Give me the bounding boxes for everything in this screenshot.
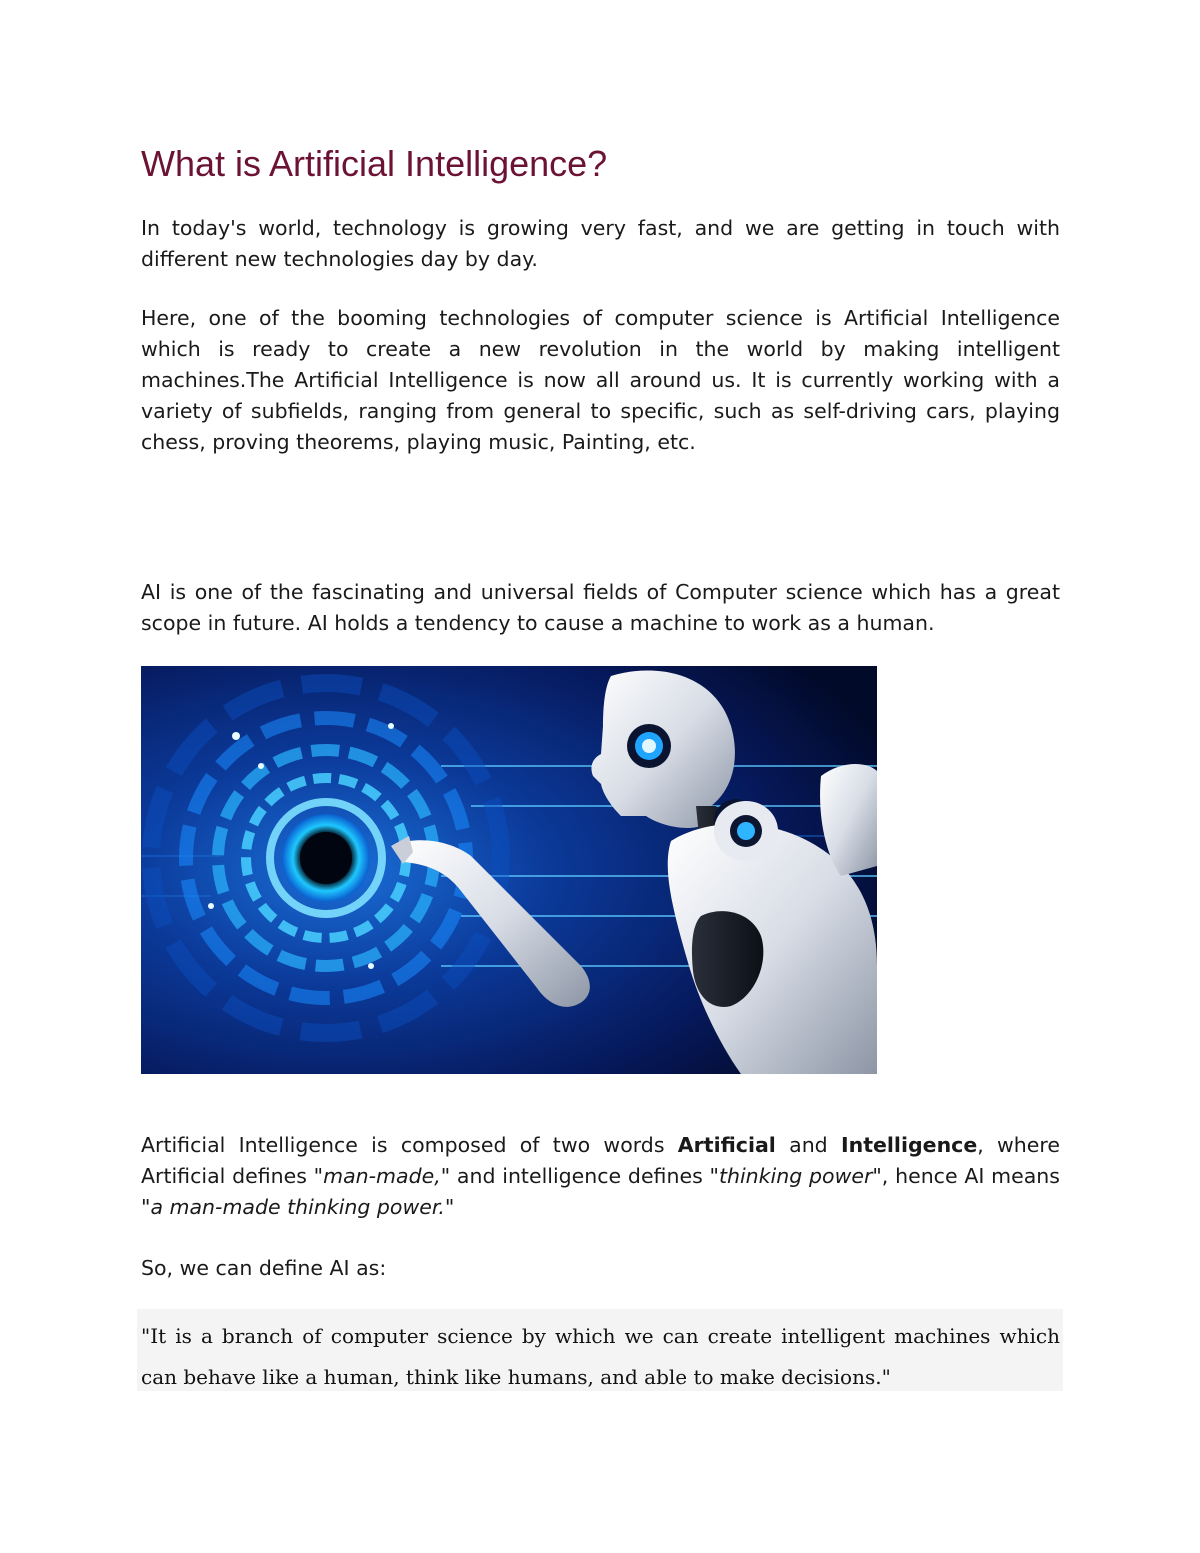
thinking-power-italic-term: thinking power — [718, 1164, 873, 1188]
man-made-italic-term: man-made, — [323, 1164, 441, 1188]
composition-text-4: " and intelligence defines " — [440, 1164, 719, 1188]
composition-text-2: and — [775, 1133, 841, 1157]
man-made-thinking-power-italic-term: a man-made thinking power. — [150, 1195, 445, 1219]
booming-technologies-paragraph: Here, one of the booming technologies of computer science is Artificial Intelligence which is ready to create a new revolution in the world by making intelligent machines.The Artificial Intelligence is now all around us. It is currently working with a variety of subfields, ranging from general to specific, such as self-driving cars, playing chess, proving theorems, playing music, Painting, etc. — [141, 306, 1060, 454]
artificial-bold-term: Artificial — [677, 1133, 776, 1157]
intelligence-bold-term: Intelligence — [840, 1133, 978, 1157]
composition-text-6: " — [444, 1195, 455, 1219]
page-title: What is Artificial Intelligence? — [141, 143, 608, 184]
composition-text-5: ", hence AI means " — [141, 1164, 1060, 1219]
fascinating-fields-paragraph: AI is one of the fascinating and universal fields of Computer science which has a great scope in future. AI holds a tendency to cause a machine to work as a human. — [141, 580, 1060, 635]
define-ai-paragraph: So, we can define AI as: — [141, 1256, 387, 1280]
composition-paragraph — [141, 1130, 1060, 1223]
composition-text-1: Artificial Intelligence is composed of two words — [141, 1133, 678, 1157]
composition-text-3: , where Artificial defines " — [141, 1133, 1060, 1188]
robot-ai-illustration-icon — [141, 666, 877, 1074]
robot-ai-illustration — [141, 666, 877, 1074]
ai-definition-quote: "It is a branch of computer science by which we can create intelligent machines which can behave like a human, think like humans, and able to make decisions." — [141, 1324, 1060, 1389]
intro-paragraph: In today's world, technology is growing very fast, and we are getting in touch with different new technologies day by day. — [141, 216, 1060, 271]
